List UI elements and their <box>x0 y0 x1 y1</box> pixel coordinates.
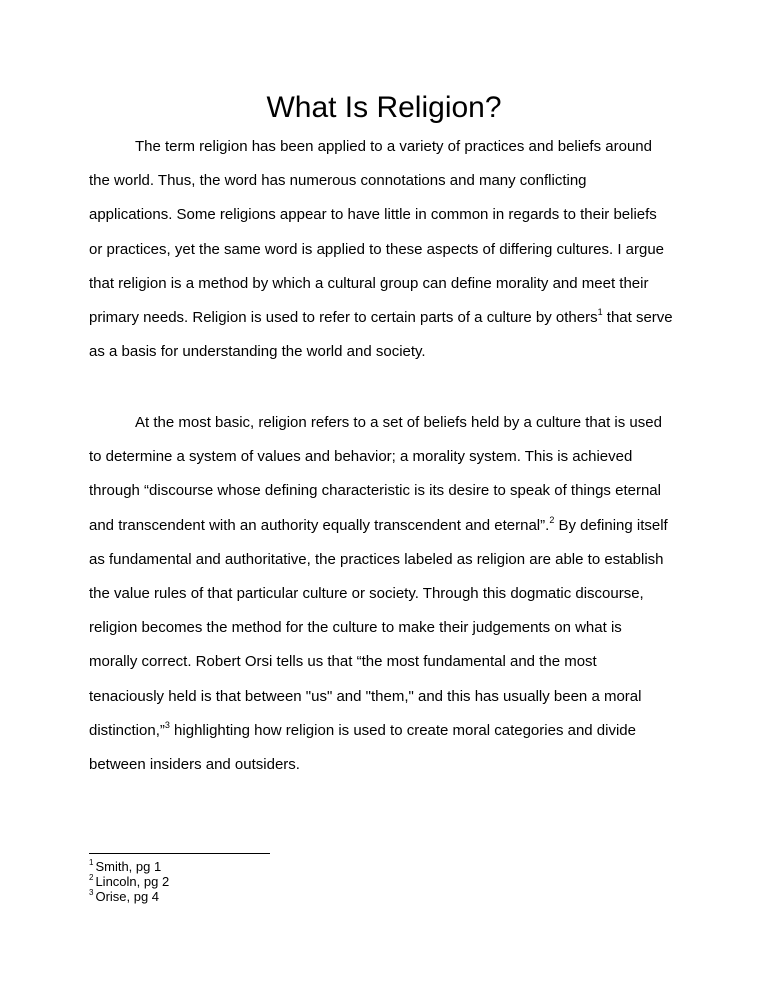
footnote-item <box>89 859 169 874</box>
paragraph-2-line: as fundamental and authoritative, the practices labeled as religion are able to establish <box>89 550 664 568</box>
paragraph-1-line: applications. Some religions appear to have little in common in regards to their beliefs <box>89 206 657 224</box>
text-segment: and transcendent with an authority equally transcendent and eternal”. <box>89 516 550 534</box>
paragraph-1-line: the world. Thus, the word has numerous connotations and many conflicting <box>89 172 587 190</box>
paragraph-1 <box>89 130 689 369</box>
paragraph-2-line: through “discourse whose defining characteristic is its desire to speak of things eternal <box>89 482 661 500</box>
paragraph-2-line <box>89 509 689 543</box>
paragraph-1-line <box>89 301 689 335</box>
footnote-separator <box>89 853 270 854</box>
page-title: What Is Religion? <box>266 91 502 124</box>
paragraph-2-line: At the most basic, religion refers to a set of beliefs held by a culture that is used <box>135 414 662 431</box>
paragraph-2-line: between insiders and outsiders. <box>89 756 300 774</box>
paragraph-2-line: to determine a system of values and behavior; a morality system. This is achieved <box>89 448 633 466</box>
text-segment: primary needs. Religion is used to refer to certain parts of a culture by others <box>89 309 598 327</box>
footnote-ref-2[interactable]: 2 <box>549 514 555 525</box>
text-segment: that serve <box>602 309 673 327</box>
text-segment: By defining itself <box>554 516 668 534</box>
paragraph-2 <box>89 406 689 782</box>
footnote-text: Orise, pg 4 <box>95 889 160 904</box>
footnote-item <box>89 874 169 889</box>
paragraph-1-line: that religion is a method by which a cultural group can define morality and meet their <box>89 274 649 292</box>
footnote-ref-3[interactable]: 3 <box>164 719 170 730</box>
paragraph-1-line: or practices, yet the same word is applied to these aspects of differing cultures. I argue <box>89 240 665 258</box>
footnote-text: Smith, pg 1 <box>95 859 162 874</box>
text-segment: highlighting how religion is used to create moral categories and divide <box>169 721 636 739</box>
text-segment: distinction,” <box>89 721 165 739</box>
footnote-number: 2 <box>89 872 94 882</box>
paragraph-2-line <box>89 714 689 748</box>
footnote-number: 1 <box>89 857 94 867</box>
footnote-ref-1[interactable]: 1 <box>597 307 603 318</box>
footnotes-list <box>89 859 169 904</box>
paragraph-1-line: The term religion has been applied to a variety of practices and beliefs around <box>135 138 652 155</box>
footnote-number: 3 <box>89 887 94 897</box>
paragraph-1-line: as a basis for understanding the world and society. <box>89 343 426 361</box>
footnote-item <box>89 889 169 904</box>
paragraph-2-line: tenaciously held is that between "us" and "them," and this has usually been a moral <box>89 687 642 705</box>
paragraph-2-line: the value rules of that particular culture or society. Through this dogmatic discourse, <box>89 585 644 603</box>
paragraph-2-line: religion becomes the method for the culture to make their judgements on what is <box>89 619 622 637</box>
paragraph-2-line: morally correct. Robert Orsi tells us that “the most fundamental and the most <box>89 653 597 671</box>
footnote-text: Lincoln, pg 2 <box>95 874 170 889</box>
